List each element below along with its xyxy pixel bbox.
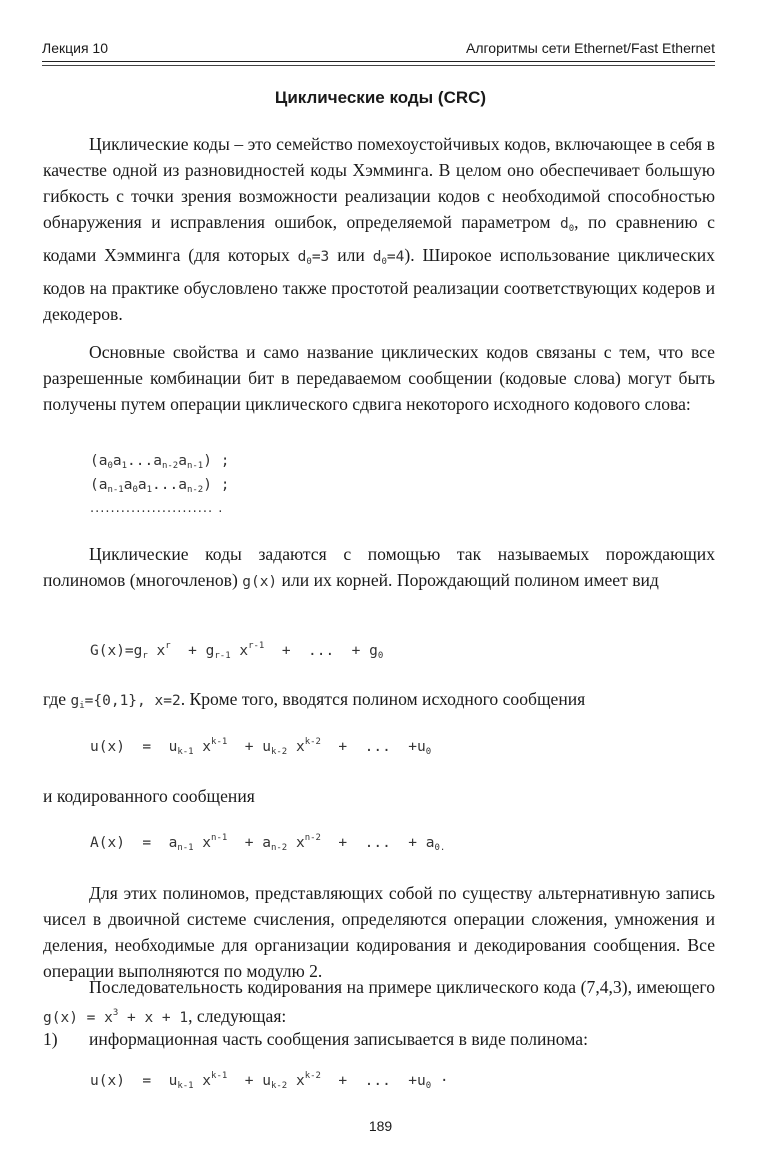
running-header <box>42 40 715 62</box>
list-item-text: информационная часть сообщения записывается в виде полинома: <box>89 1029 588 1049</box>
formula-generator-polynomial: $G(x)=g_r$ $x^r + g_{r-1}$ $x^{r-1}$ + ... + $g_0$ <box>90 641 384 661</box>
paragraph-operations: Для этих полиномов, представляющих собой по существу альтернативную запись чисел в двоичной системе счисления, определяются операции сложения, умножения и деления, необходимые для организации кодирования и декодирования сообщения. Все операции выполняются по модулю 2. <box>43 883 715 981</box>
list-item-number: 1) <box>43 1029 58 1049</box>
formula-message-polynomial: $u(x) = u_{k-1}$ $x^{k-1} + u_{k-2}$ $x^{k-2}$ + ... $+u_0$ <box>90 737 432 757</box>
header-lecture-number: Лекция 10 <box>42 40 108 56</box>
header-chapter-title: Алгоритмы сети Ethernet/Fast Ethernet <box>466 40 715 56</box>
dotted-continuation: ........................ . <box>90 501 224 516</box>
paragraph-encoding-sequence: Последовательность кодирования на примере циклического кода (7,4,3), имеющего $g(x) = x^3 + x + 1$, следующая: <box>43 977 715 1026</box>
formula-shifted-codeword: $(a_{n-1}a_0a_1...a_{n-2})$ ; <box>90 477 230 495</box>
section-title: Циклические коды (CRC) <box>274 88 487 107</box>
formula-encoded-polynomial: $A(x) = a_{n-1}$ $x^{n-1} + a_{n-2}$ $x^{n-2}$ + ... + $a_{0.}$ <box>90 833 446 853</box>
paragraph-properties: Основные свойства и само название циклических кодов связаны с тем, что все разрешенные комбинации бит в передаваемом сообщении (кодовые слова) могут быть получены путем операции циклического сдвига некоторого исходного кодового слова: <box>43 342 715 414</box>
formula-codeword: $(a_0a_1...a_{n-2}a_{n-1})$ ; <box>90 453 230 471</box>
header-rule <box>42 61 715 62</box>
paragraph-where: где $g_i=\{0,1\}$, x=2. Кроме того, вводятся полином исходного сообщения <box>43 689 586 711</box>
paragraph-generator: Циклические коды задаются с помощью так называемых порождающих полиномов (многочленов) g(x) или их корней. Порождающий полином имеет вид <box>43 544 715 590</box>
header-rule-thin <box>42 65 715 66</box>
page-number: 189 <box>368 1118 393 1134</box>
paragraph-intro: Циклические коды – это семейство помехоустойчивых кодов, включающее в себя в качестве одной из разновидностей коды Хэмминга. В целом оно обеспечивает большую гибкость с точки зрения возможности реализации кодов с необходимой способностью обнаружения и исправления ошибок, определяемой параметром $d_0$, по сравнению с кодами Хэмминга (для которых $d_0=3$ или $d_0=4$). Широкое использование циклических кодов на практике обусловлено также простотой реализации соответствующих кодеров и декодеров. <box>43 134 715 324</box>
paragraph-encoded: и кодированного сообщения <box>43 786 255 806</box>
formula-message-polynomial-repeat: $u(x) = u_{k-1}$ $x^{k-1} + u_{k-2}$ $x^{k-2}$ + ... $+u_0$ · <box>90 1071 449 1091</box>
